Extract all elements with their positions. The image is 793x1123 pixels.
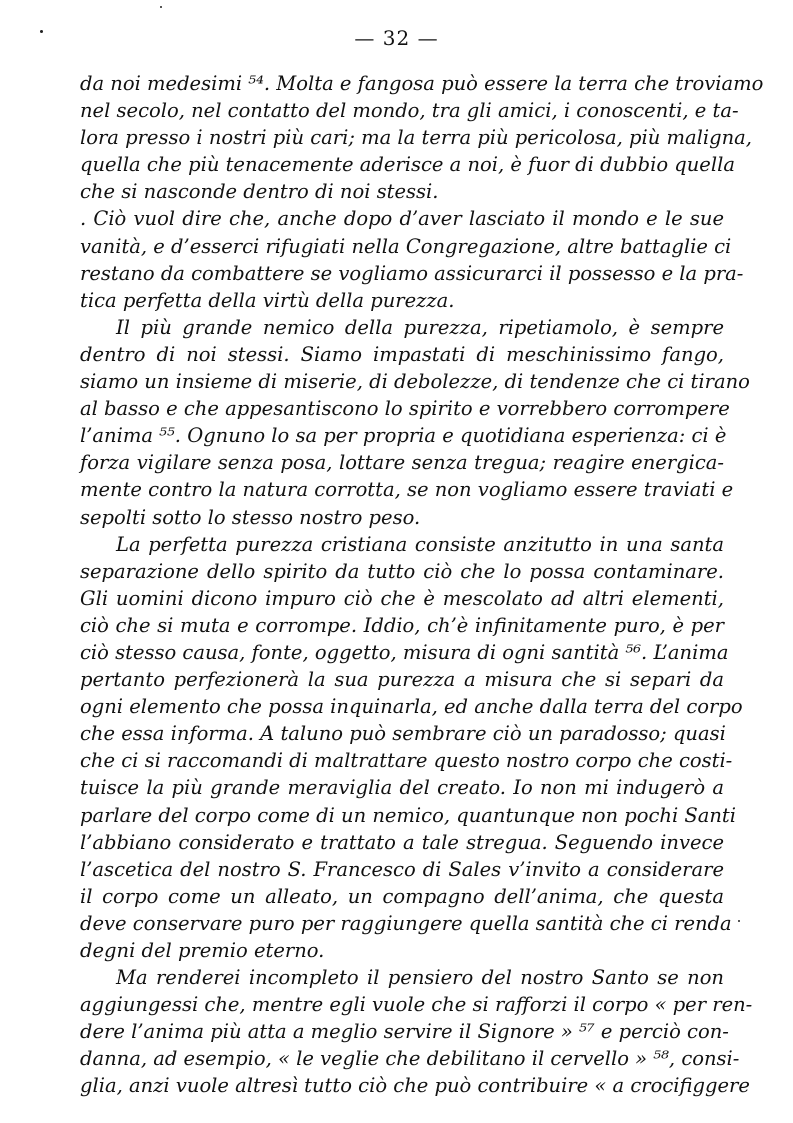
body-text [80, 70, 764, 1100]
text-line: . Ciò vuol dire che, anche dopo d’aver lasciato il mondo e le sue [80, 207, 724, 231]
page-number: — 32 — [354, 26, 439, 50]
text-line: mente contro la natura corrotta, se non vogliamo essere traviati e [80, 478, 734, 502]
text-line: sepolti sotto lo stesso nostro peso. [80, 505, 421, 529]
print-speck [40, 30, 43, 33]
text-line: che ci si raccomandi di maltrattare questo nostro corpo che costi- [80, 749, 733, 773]
text-line: glia, anzi vuole altresì tutto ciò che può contribuire « a crocifiggere [80, 1074, 750, 1098]
text-line: che essa informa. A taluno può sembrare ciò un paradosso; quasi [80, 722, 726, 746]
text-line: al basso e che appesantiscono lo spirito e vorrebbero corrompere [80, 397, 730, 421]
text-line: aggiungessi che, mentre egli vuole che si rafforzi il corpo « per ren- [80, 993, 753, 1017]
text-line: Ma renderei incompleto il pensiero del nostro Santo se non [116, 966, 724, 990]
text-line: il corpo come un alleato, un compagno dell’anima, che questa [80, 884, 724, 908]
print-speck [160, 6, 162, 8]
text-line: dentro di noi stessi. Siamo impastati di meschinissimo fango, [80, 342, 724, 366]
text-line: parlare del corpo come di un nemico, quantunque non pochi Santi [80, 803, 736, 827]
text-line: ogni elemento che possa inquinarla, ed anche dalla terra del corpo [80, 695, 743, 719]
text-line: degni del premio eterno. [80, 939, 325, 962]
text-line: siamo un insieme di miserie, di debolezze, di tendenze che ci tirano [80, 370, 750, 394]
text-line: Gli uomini dicono impuro ciò che è mescolato ad altri elementi, [80, 586, 724, 610]
text-line: La perfetta purezza cristiana consiste anzitutto in una santa [116, 532, 724, 556]
text-line: Il più grande nemico della purezza, ripetiamolo, è sempre [116, 315, 724, 339]
paragraph [80, 70, 764, 205]
text-line: nel secolo, nel contatto del mondo, tra gli amici, i conoscenti, e ta- [80, 99, 739, 123]
text-line: che si nasconde dentro di noi stessi. [80, 180, 439, 204]
text-line: l’anima ⁵⁵. Ognuno lo sa per propria e quotidiana esperienza: ci è [80, 424, 727, 448]
text-line: quella che più tenacemente aderisce a noi, è fuor di dubbio quella [80, 153, 735, 177]
text-line: danna, ad esempio, « le veglie che debilitano il cervello » ⁵⁸, consi- [80, 1047, 740, 1071]
paragraph [80, 314, 750, 531]
text-line: forza vigilare senza posa, lottare senza tregua; reagire energica- [80, 451, 724, 475]
text-line: ciò stesso causa, fonte, oggetto, misura di ogni santità ⁵⁶. L’anima [80, 640, 729, 664]
text-line: deve conservare puro per raggiungere quella santità che ci renda [80, 911, 732, 935]
text-line: tuisce la più grande meraviglia del creato. Io non mi indugerò a [80, 776, 724, 800]
paragraph [80, 531, 743, 965]
text-line: separazione dello spirito da tutto ciò che lo possa contaminare. [80, 559, 724, 583]
text-line: da noi medesimi ⁵⁴. Molta e fangosa può essere la terra che troviamo [80, 72, 764, 95]
paragraph [80, 205, 744, 313]
text-line: lora presso i nostri più cari; ma la terra più pericolosa, più maligna, [80, 126, 752, 150]
text-line: l’ascetica del nostro S. Francesco di Sales v’invito a considerare [80, 857, 724, 881]
paragraph [80, 964, 753, 1099]
text-line: restano da combattere se vogliamo assicurarci il possesso e la pra- [80, 261, 744, 285]
text-line: ciò che si muta e corrompe. Iddio, ch’è infinitamente puro, è per [80, 613, 724, 637]
text-line: l’abbiano considerato e trattato a tale stregua. Seguendo invece [80, 830, 724, 854]
print-speck [738, 920, 740, 922]
text-line: pertanto perfezionerà la sua purezza a misura che si separi da [80, 668, 724, 692]
text-line: vanità, e d’esserci rifugiati nella Congregazione, altre battaglie ci [80, 234, 732, 258]
text-line: tica perfetta della virtù della purezza. [80, 288, 455, 312]
text-line: dere l’anima più atta a meglio servire il Signore » ⁵⁷ e perciò con- [80, 1020, 729, 1044]
